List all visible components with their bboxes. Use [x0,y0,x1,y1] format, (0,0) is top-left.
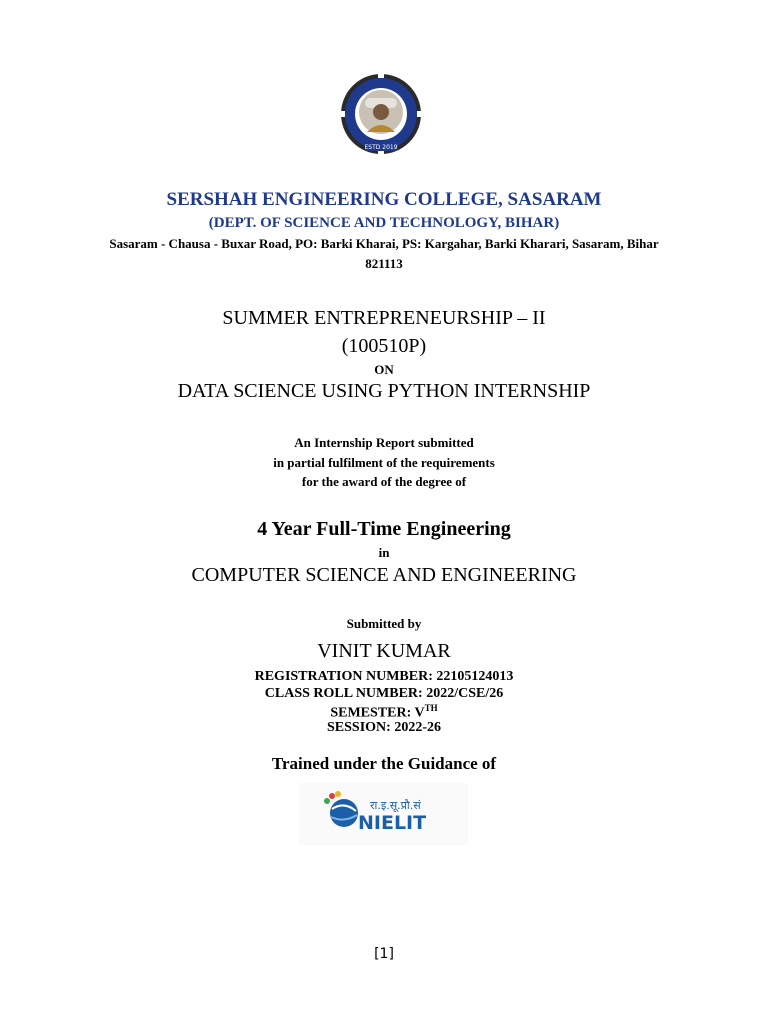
nielit-hindi-text: रा.इ.सू.प्रौ.सं [370,799,421,812]
address-line-1: Sasaram - Chausa - Buxar Road, PO: Barki Kharai, PS: Kargahar, Barki Kharari, Sasaram, Bihar [109,236,659,251]
nielit-logo-mark [298,783,468,845]
course-topic: DATA SCIENCE USING PYTHON INTERNSHIP [177,380,591,402]
department-name: (DEPT. OF SCIENCE AND TECHNOLOGY, BIHAR) [208,215,560,231]
degree-program: 4 Year Full-Time Engineering [257,518,511,540]
degree-branch: COMPUTER SCIENCE AND ENGINEERING [191,564,577,586]
logo-estd-text: ESTD 2019 [364,144,398,151]
in-label: in [378,545,390,560]
student-name: VINIT KUMAR [317,640,451,662]
on-label: ON [374,362,394,377]
nielit-logo [298,783,468,845]
nielit-name-text: NIELIT [358,812,427,834]
semester-text: SEMESTER: V [330,705,425,721]
college-logo-emblem [335,72,427,158]
class-roll-number: CLASS ROLL NUMBER: 2022/CSE/26 [264,686,504,701]
guidance-label: Trained under the Guidance of [271,754,497,773]
session: SESSION: 2022-26 [327,720,441,735]
semester-superscript: TH [424,703,438,713]
page-number: [1] [374,946,394,962]
report-line-1: An Internship Report submitted [294,435,474,450]
registration-number: REGISTRATION NUMBER: 22105124013 [254,669,514,684]
submitted-by-label: Submitted by [346,616,422,631]
college-name: SERSHAH ENGINEERING COLLEGE, SASARAM [166,189,602,210]
report-line-3: for the award of the degree of [301,474,467,489]
course-code: (100510P) [341,335,427,357]
address-line-2: 821113 [365,256,403,271]
report-line-2: in partial fulfilment of the requirements [273,455,495,470]
course-title: SUMMER ENTREPRENEURSHIP – II [222,307,546,329]
college-logo [335,72,427,158]
semester [0,703,768,722]
